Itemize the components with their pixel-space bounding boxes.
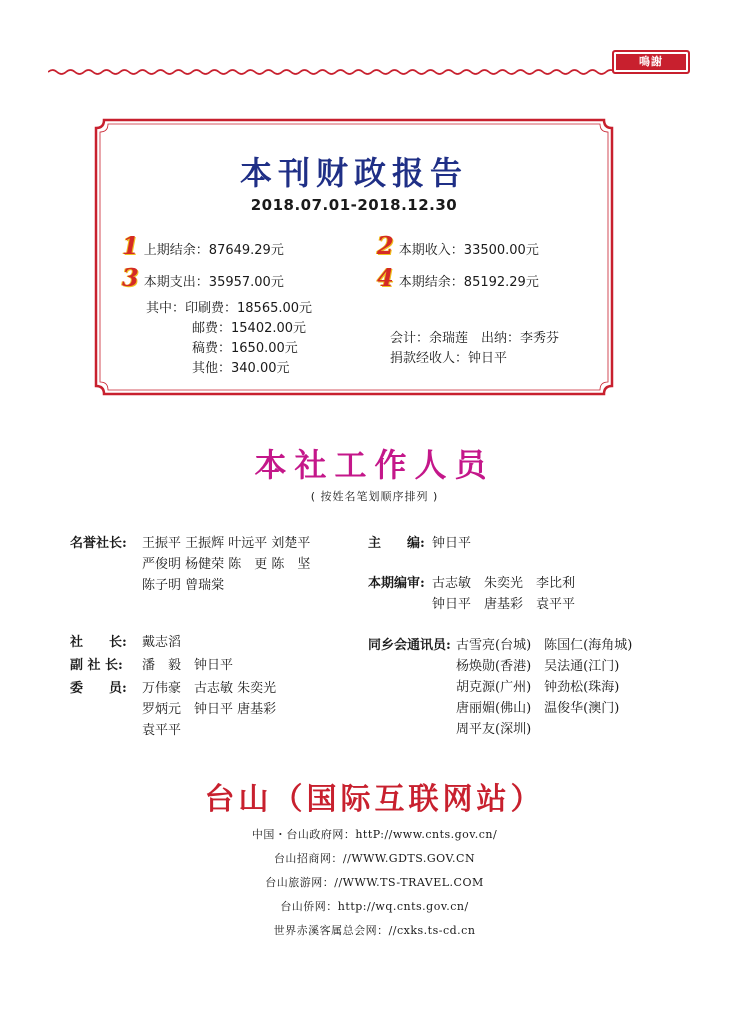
item-number: 3 bbox=[122, 263, 139, 292]
correspondents-names: 周平友(深圳) bbox=[456, 722, 532, 737]
signer-line: 会计：余瑞莲 出纳：李秀芬 bbox=[390, 331, 560, 346]
honorary-names: 陈子明 曾瑞棠 bbox=[142, 578, 225, 593]
members-label: 委 员: bbox=[70, 681, 127, 696]
honorary-label: 名誉社长: bbox=[70, 536, 127, 551]
finance-item-3 bbox=[122, 263, 284, 292]
breakdown-line: 其他：340.00元 bbox=[192, 361, 290, 376]
breakdown-line: 稿费：1650.00元 bbox=[192, 341, 298, 356]
item-text: 上期结余：87649.29元 bbox=[143, 243, 284, 258]
members-names: 万伟豪 古志敏 朱奕光 bbox=[142, 681, 277, 696]
section-tab bbox=[612, 50, 690, 74]
members-names: 袁平平 bbox=[142, 723, 182, 738]
correspondents-names: 唐丽媚(佛山) 温俊华(澳门) bbox=[456, 701, 620, 716]
item-text: 本期结余：85192.29元 bbox=[398, 275, 539, 290]
item-text: 本期支出：35957.00元 bbox=[143, 275, 284, 290]
finance-title: 本刊财政报告 bbox=[239, 154, 468, 192]
members-names: 罗炳元 钟日平 唐基彩 bbox=[142, 702, 277, 717]
correspondents-label: 同乡会通讯员: bbox=[368, 638, 451, 653]
website-link[interactable]: 世界赤溪客属总会网：//cxks.ts-cd.cn bbox=[273, 924, 476, 937]
correspondents-names: 胡克源(广州) 钟劲松(珠海) bbox=[456, 680, 620, 695]
vice-president-label: 副 社 长: bbox=[70, 658, 123, 673]
item-number: 4 bbox=[377, 263, 394, 292]
honorary-names: 严俊明 杨健荣 陈 更 陈 坚 bbox=[142, 557, 311, 572]
issue-editors-label: 本期编审: bbox=[368, 576, 425, 591]
signer-line: 捐款经收人：钟日平 bbox=[390, 351, 508, 366]
editor-names: 钟日平 bbox=[432, 536, 472, 551]
editor-label: 主 编: bbox=[368, 536, 425, 551]
website-link[interactable]: 台山侨网：http://wq.cnts.gov.cn/ bbox=[280, 900, 469, 913]
item-number: 1 bbox=[122, 231, 139, 260]
website-link[interactable]: 台山招商网：//WWW.GDTS.GOV.CN bbox=[273, 852, 476, 865]
finance-item-1 bbox=[122, 231, 284, 260]
issue-editors-names: 古志敏 朱奕光 李比利 bbox=[432, 576, 576, 591]
vice-president-names: 潘 毅 钟日平 bbox=[142, 658, 234, 673]
issue-editors-names: 钟日平 唐基彩 袁平平 bbox=[432, 597, 576, 612]
wave-divider bbox=[48, 68, 613, 76]
finance-item-2 bbox=[377, 231, 539, 260]
correspondents-names: 古雪亮(台城) 陈国仁(海角城) bbox=[456, 638, 633, 653]
item-text: 本期收入：33500.00元 bbox=[398, 243, 539, 258]
website-link[interactable]: 中国・台山政府网：httP://www.cnts.gov.cn/ bbox=[251, 828, 498, 841]
breakdown-line: 邮费：15402.00元 bbox=[192, 321, 307, 336]
staff-title: 本社工作人员 bbox=[254, 446, 495, 484]
breakdown-line: 其中：印刷费：18565.00元 bbox=[146, 301, 313, 316]
honorary-names: 王振平 王振辉 叶远平 刘楚平 bbox=[142, 536, 311, 551]
section-tab-label: 鳴謝 bbox=[639, 55, 663, 68]
correspondents-names: 杨焕勋(香港) 吴法通(江门) bbox=[456, 659, 620, 674]
finance-item-4 bbox=[377, 263, 539, 292]
item-number: 2 bbox=[377, 231, 394, 260]
websites-title: 台山（国际互联网站） bbox=[204, 782, 545, 817]
finance-period: 2018.07.01-2018.12.30 bbox=[250, 196, 458, 214]
website-link[interactable]: 台山旅游网：//WWW.TS-TRAVEL.COM bbox=[265, 876, 484, 889]
president-names: 戴志滔 bbox=[142, 635, 182, 650]
staff-subtitle: ( 按姓名笔划顺序排列 ) bbox=[310, 490, 439, 503]
president-label: 社 长: bbox=[70, 635, 127, 650]
